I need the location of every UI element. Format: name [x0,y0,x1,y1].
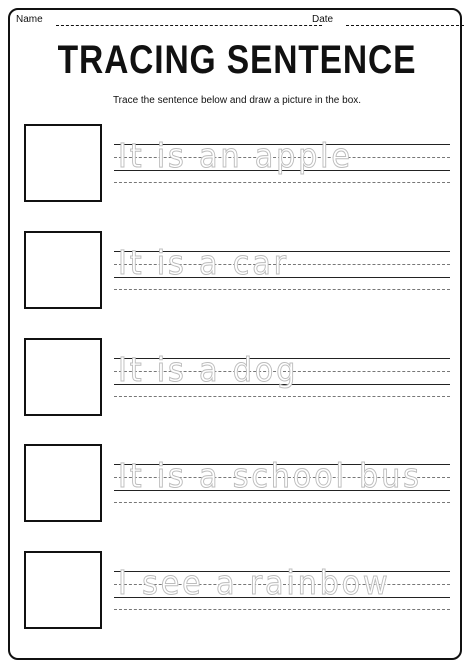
date-field[interactable] [346,25,464,26]
handwriting-lines[interactable] [114,231,450,311]
drawing-box[interactable] [24,338,102,416]
descender-line [114,182,450,183]
descender-line [114,289,450,290]
instructions: Trace the sentence below and draw a picture in the box. [112,95,362,106]
trace-sentence: It is a school bus [118,456,422,495]
page-title: TRACING SENTENCE [57,38,417,82]
handwriting-lines[interactable] [114,124,450,204]
descender-line [114,396,450,397]
tracing-row [0,124,474,204]
tracing-row [0,231,474,311]
handwriting-lines[interactable] [114,338,450,418]
trace-sentence: It is a car [118,243,289,282]
drawing-box[interactable] [24,124,102,202]
drawing-box[interactable] [24,444,102,522]
tracing-row [0,338,474,418]
tracing-row [0,551,474,631]
drawing-box[interactable] [24,551,102,629]
trace-sentence: I see a rainbow [118,563,391,602]
trace-sentence: It is a dog [118,350,299,389]
handwriting-lines[interactable] [114,444,450,524]
name-label: Name [16,14,43,25]
handwriting-lines[interactable] [114,551,450,631]
name-field[interactable] [56,25,322,26]
descender-line [114,609,450,610]
date-label: Date [312,14,334,25]
descender-line [114,502,450,503]
drawing-box[interactable] [24,231,102,309]
tracing-row [0,444,474,524]
trace-sentence: It is an apple [118,136,353,175]
